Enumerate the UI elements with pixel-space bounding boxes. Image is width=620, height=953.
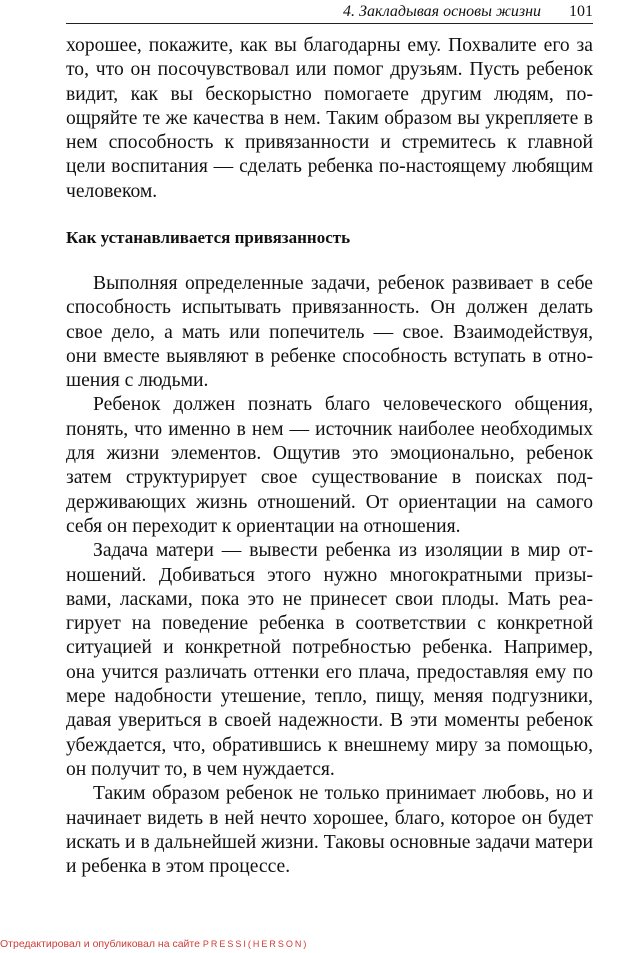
- section-paragraph-4: Таким образом ребенок не только принимает любовь, но и начинает видеть в ней нечто хорошее, благо, которое он будет искать и в дальнейшей жизни. Таковы основные задачи матери и ребенка в этом процессе.: [66, 783, 593, 878]
- running-head: [66, 3, 593, 24]
- footer-site-name[interactable]: PRESSI(HERSON): [202, 939, 309, 949]
- running-head-chapter-title: 4. Закладывая основы жизни: [343, 3, 541, 20]
- section-paragraph-1: Выполняя определенные задачи, ребенок развивает в себе способность испытывать привязанность. Он должен делать свое дело, а мать или попечитель — свое. Взаимодействуя, они вместе выявляют в ребенке способность вступать в отношения с людьми.: [66, 273, 593, 392]
- opening-text-block: [66, 34, 593, 204]
- section-heading: Как устанавливается привязанность: [66, 228, 351, 247]
- section-text-block: [66, 272, 593, 879]
- page-number: 101: [569, 3, 593, 20]
- section-paragraph-2: Ребенок должен познать благо человеческого общения, понять, что именно в нем — источник наиболее необходимых для жизни элементов. Ощутив это эмоционально, ребенок затем структурирует свое существование в поисках поддерживающих жизнь отношений. От ориентации на самого себя он переходит к ориентации на отношения.: [66, 394, 593, 537]
- opening-paragraph: хорошее, покажите, как вы благодарны ему. Похвалите его за то, что он посочувствовал или помог друзьям. Пусть ребенок видит, как вы бескорыстно помогаете другим людям, поощряйте те же качества в нем. Таким образом вы укрепляете в нем способность к привязанности и стремитесь к главной цели воспитания — сделать ребенка по-настоящему любящим человеком.: [66, 35, 593, 202]
- footer-credit: [0, 938, 308, 950]
- footer-credit-text: Отредактировал и опубликовал на сайте: [0, 938, 200, 950]
- section-paragraph-3: Задача матери — вывести ребенка из изоляции в мир отношений. Добиваться этого нужно многократными призывами, ласками, пока это не принесет свои плоды. Мать реагирует на поведение ребенка в соответствии с конкретной ситуацией и конкретной потребностью ребенка. Например, она учится различать оттенки его плача, предоставляя ему по мере надобности утешение, тепло, пищу, меняя подгузники, давая увериться в своей надежности. В эти моменты ребенок убеждается, что, обратившись к внешнему миру за помощью, он получит то, в чем нуждается.: [66, 540, 593, 780]
